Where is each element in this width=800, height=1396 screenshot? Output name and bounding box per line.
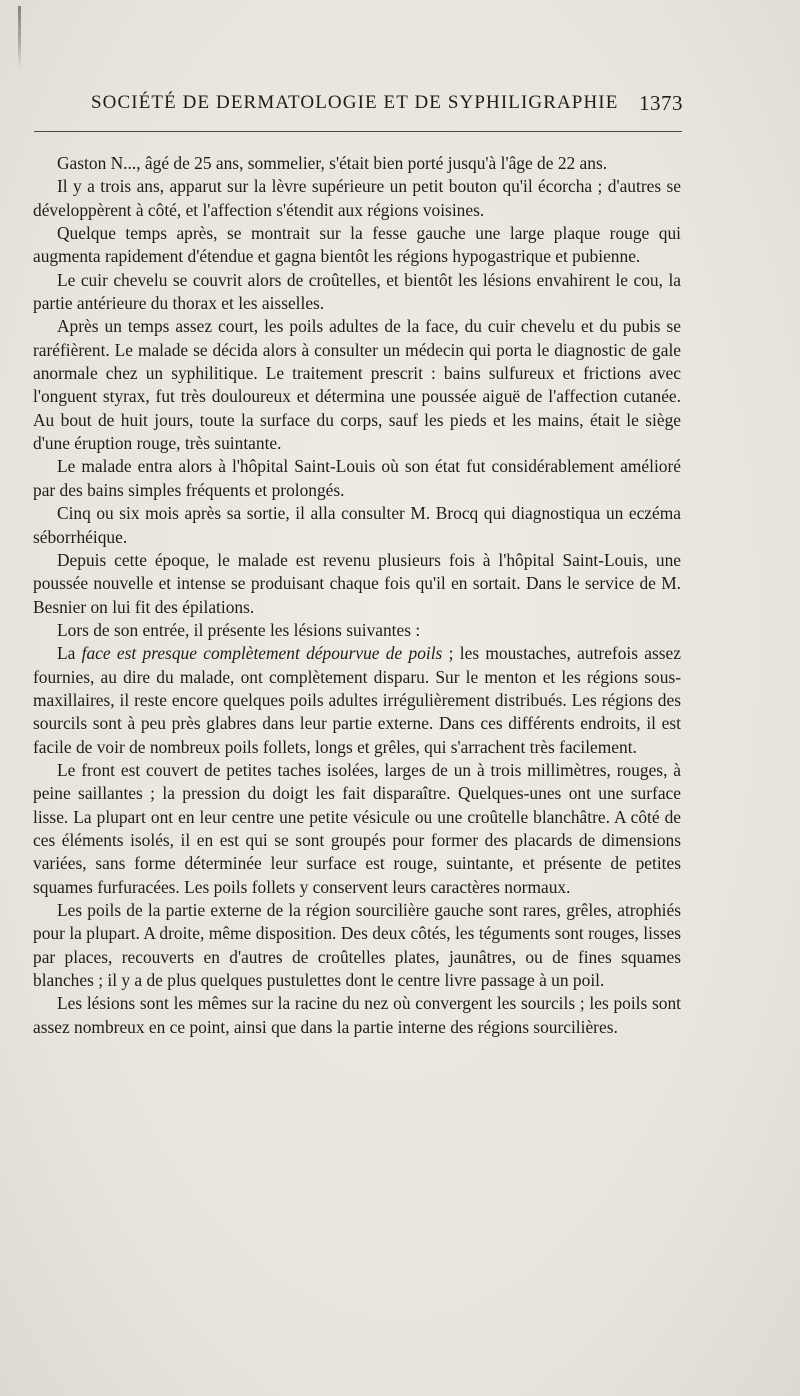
running-header <box>33 92 683 122</box>
paragraph: Le malade entra alors à l'hôpital Saint-Louis où son état fut considérablement amélioré par des bains simples fréquents et prolongés. <box>33 456 681 500</box>
paragraph-face <box>33 642 681 759</box>
body-text <box>33 152 681 1039</box>
paragraph: Lors de son entrée, il présente les lésions suivantes : <box>57 619 421 640</box>
paragraph: Les poils de la partie externe de la région sourcilière gauche sont rares, grêles, atrophiés pour la plupart. A droite, même disposition. Des deux côtés, les téguments sont rouges, lisses par places, recouverts en d'autres de croûtelles plates, jaunâtres, ou de fines squames blanches ; il y a de plus quelques pustulettes dont le centre livre passage à un poil. <box>33 900 681 991</box>
paragraph: Quelque temps après, se montrait sur la fesse gauche une large plaque rouge qui augmenta rapidement d'étendue et gagna bientôt les régions hypogastrique et pubienne. <box>33 223 681 267</box>
paragraph: Depuis cette époque, le malade est revenu plusieurs fois à l'hôpital Saint-Louis, une poussée nouvelle et intense se produisant chaque fois qu'il en sortait. Dans le service de M. Besnier on lui fit des épilations. <box>33 549 681 617</box>
paragraph: Le cuir chevelu se couvrit alors de croûtelles, et bientôt les lésions envahirent le cou, la partie antérieure du thorax et les aisselles. <box>33 269 681 314</box>
page-edge-mark <box>18 6 21 68</box>
paragraph: Gaston N..., âgé de 25 ans, sommelier, s'était bien porté jusqu'à l'âge de 22 ans. <box>57 153 608 173</box>
page-number: 1373 <box>639 91 683 115</box>
paragraph-rest: ; les moustaches, autrefois assez fournies, au dire du malade, ont complètement disparu. Sur le menton et les régions sous-maxillaires, il reste encore quelques poils adultes irrégulièrement distribués. Les régions des sourcils sont à peu près glabres dans leur partie externe. Dans ces différents endroits, il est facile de voir de nombreux poils follets, longs et grêles, qui s'arrachent très facilement. <box>33 643 681 757</box>
paragraph-lead: La <box>57 643 82 664</box>
paragraph: Après un temps assez court, les poils adultes de la face, du cuir chevelu et du pubis se raréfièrent. Le malade se décida alors à consulter un médecin qui porta le diagnostic de gale anormale chez un syphilitique. Le traitement prescrit : bains sulfureux et frictions avec l'onguent styrax, fut très douloureux et détermina une poussée aiguë de l'affection cutanée. Au bout de huit jours, toute la surface du corps, sauf les pieds et les mains, était le siège d'une éruption rouge, très suintante. <box>33 316 681 454</box>
paragraph: Il y a trois ans, apparut sur la lèvre supérieure un petit bouton qu'il écorcha ; d'autres se développèrent à côté, et l'affection s'étendit aux régions voisines. <box>33 176 681 220</box>
paragraph: Les lésions sont les mêmes sur la racine du nez où convergent les sourcils ; les poils sont assez nombreux en ce point, ainsi que dans la partie interne des régions sourcilières. <box>33 993 681 1037</box>
header-title: SOCIÉTÉ DE DERMATOLOGIE ET DE SYPHILIGRAPHIE <box>91 92 619 113</box>
italic-phrase: face est presque complètement dépourvue de poils <box>81 643 443 664</box>
header-rule <box>34 131 682 132</box>
paragraph: Le front est couvert de petites taches isolées, larges de un à trois millimètres, rouges, à peine saillantes ; la pression du doigt les fait disparaître. Quelques-unes ont une surface lisse. La plupart ont en leur centre une petite vésicule ou une croûtelle blanchâtre. A côté de ces éléments isolés, il en est qui se sont groupés pour former des placards de dimensions variées, sans forme déterminée leur surface est rouge, suintante, et présente de petites squames furfuracées. Les poils follets y conservent leurs caractères normaux. <box>33 759 681 897</box>
paragraph: Cinq ou six mois après sa sortie, il alla consulter M. Brocq qui diagnostiqua un eczéma séborrhéique. <box>33 503 681 547</box>
